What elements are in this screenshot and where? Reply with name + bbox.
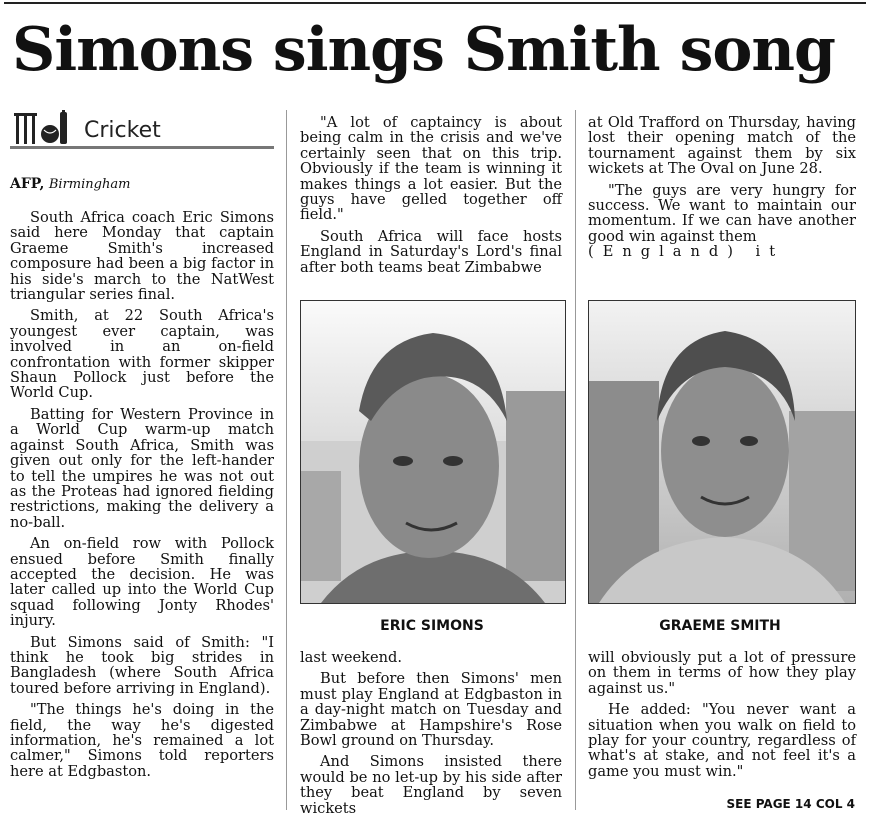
photo-graeme-smith xyxy=(588,300,856,604)
column-rule xyxy=(286,110,287,810)
paragraph: "The guys are very hungry for success. We want to maintain our momentum. If we can have another good win against them xyxy=(588,181,856,245)
byline xyxy=(10,176,130,192)
paragraph: And Simons insisted there would be no let-up by his side after they beat England by seven wickets xyxy=(300,753,562,817)
paragraph: Smith, at 22 South Africa's youngest ever captain, was involved in an on-field confrontation with former skipper Shaun Pollock just before the World Cup. xyxy=(10,307,274,402)
byline-place: Birmingham xyxy=(48,177,131,192)
jump-line[interactable]: SEE PAGE 14 COL 4 xyxy=(726,797,855,811)
column-rule xyxy=(575,110,576,810)
paragraph: at Old Trafford on Thursday, having lost their opening match of the tournament against them by six wickets at The Oval on June 28. xyxy=(588,114,856,178)
article-column-2-top xyxy=(300,115,562,281)
paragraph: South Africa will face hosts England in Saturday's Lord's final after both teams beat Zimbabwe xyxy=(300,227,562,276)
paragraph: But Simons said of Smith: "I think he took big strides in Bangladesh (where South Africa toured before arriving in England). xyxy=(10,633,274,697)
paragraph: (England) it xyxy=(588,243,785,261)
paragraph: Batting for Western Province in a World Cup warm-up match against South Africa, Smith was given out only for the left-hander to tell the umpires he was not out as the Proteas had ignored fielding restrictions, making the delivery a no-ball. xyxy=(10,405,274,531)
section-rule xyxy=(10,146,274,149)
paragraph: "A lot of captaincy is about being calm in the crisis and we've certainly seen that on this trip. Obviously if the team is winning it makes things a lot easier. But the guys have gelled together off field." xyxy=(300,114,562,224)
headline: Simons sings Smith song xyxy=(12,15,835,85)
top-rule xyxy=(4,2,866,4)
paragraph: will obviously put a lot of pressure on them in terms of how they play against us." xyxy=(588,649,856,697)
photo-eric-simons xyxy=(300,300,566,604)
article-column-2-bottom xyxy=(300,650,562,822)
paragraph: An on-field row with Pollock ensued before Smith finally accepted the decision. He was later called up into the World Cup squad following Jonty Rhodes' injury. xyxy=(10,535,274,630)
paragraph: But before then Simons' men must play England at Edgbaston in a day-night match on Tuesday and Zimbabwe at Hampshire's Rose Bowl ground on Thursday. xyxy=(300,670,562,750)
article-column-1 xyxy=(10,210,274,785)
section-title: Cricket xyxy=(84,118,161,143)
paragraph: "The things he's doing in the field, the way he's digested information, he's remained a lot calmer," Simons told reporters here at Edgbaston. xyxy=(10,701,274,780)
article-column-3-top xyxy=(588,115,856,266)
section-header xyxy=(10,110,274,150)
paragraph: South Africa coach Eric Simons said here Monday that captain Graeme Smith's increased composure had been a big factor in his side's march to the NatWest triangular series final. xyxy=(10,209,274,304)
paragraph: He added: "You never want a situation when you walk on field to play for your country, regardless of what's at stake, and not feel it's a game you must win." xyxy=(588,701,856,780)
paragraph: last weekend. xyxy=(300,649,402,666)
photo-caption: GRAEME SMITH xyxy=(659,618,781,634)
photo-caption: ERIC SIMONS xyxy=(380,618,484,634)
article-column-3-bottom xyxy=(588,650,856,785)
byline-agency: AFP, xyxy=(10,176,45,192)
